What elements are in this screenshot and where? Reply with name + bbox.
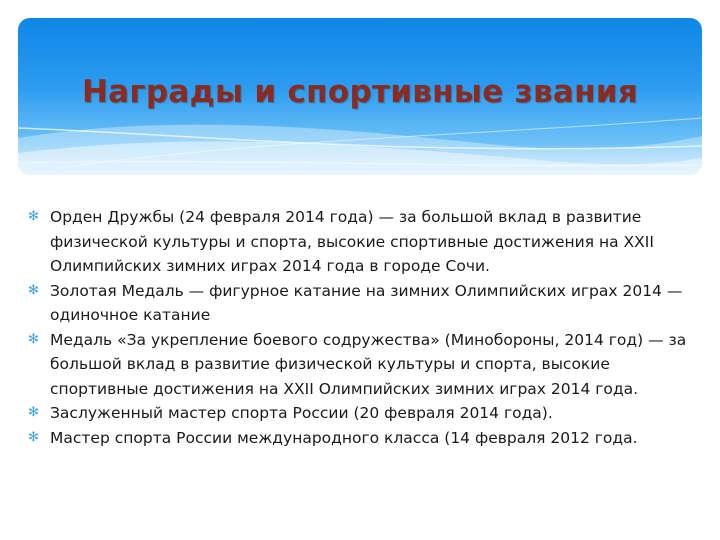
awards-list — [28, 205, 698, 450]
asterisk-icon: ✻ — [28, 282, 39, 298]
title-banner — [18, 18, 702, 175]
asterisk-icon: ✻ — [28, 209, 39, 224]
list-item-text: Заслуженный мастер спорта России (20 февраля 2014 года). — [50, 404, 553, 422]
list-item-text: Мастер спорта России международного класса (14 февраля 2012 года. — [50, 428, 638, 447]
asterisk-icon: ✻ — [28, 429, 39, 445]
asterisk-icon: ✻ — [28, 331, 39, 347]
asterisk-icon: ✻ — [28, 405, 39, 420]
list-item — [28, 328, 698, 402]
list-item-text: Медаль «За укрепление боевого содружества» (Минобороны, 2014 год) — за большой вклад в развитие физической культуры и спорта, высокие спортивные достижения на XXII Олимпийских зимних играх 2014 года. — [50, 330, 687, 398]
list-item-text: Орден Дружбы (24 февраля 2014 года) — за большой вклад в развитие физической культуры и спорта, высокие спортивные достижения на XXII Олимпийских зимних играх 2014 года в городе Сочи. — [50, 208, 654, 275]
slide-title: Награды и спортивные звания — [81, 74, 639, 110]
list-item — [28, 205, 698, 279]
list-item — [28, 426, 698, 451]
list-item-text: Золотая Медаль — фигурное катание на зимних Олимпийских играх 2014 — одиночное катание — [50, 281, 683, 324]
list-item — [28, 401, 698, 426]
list-item — [28, 279, 698, 328]
